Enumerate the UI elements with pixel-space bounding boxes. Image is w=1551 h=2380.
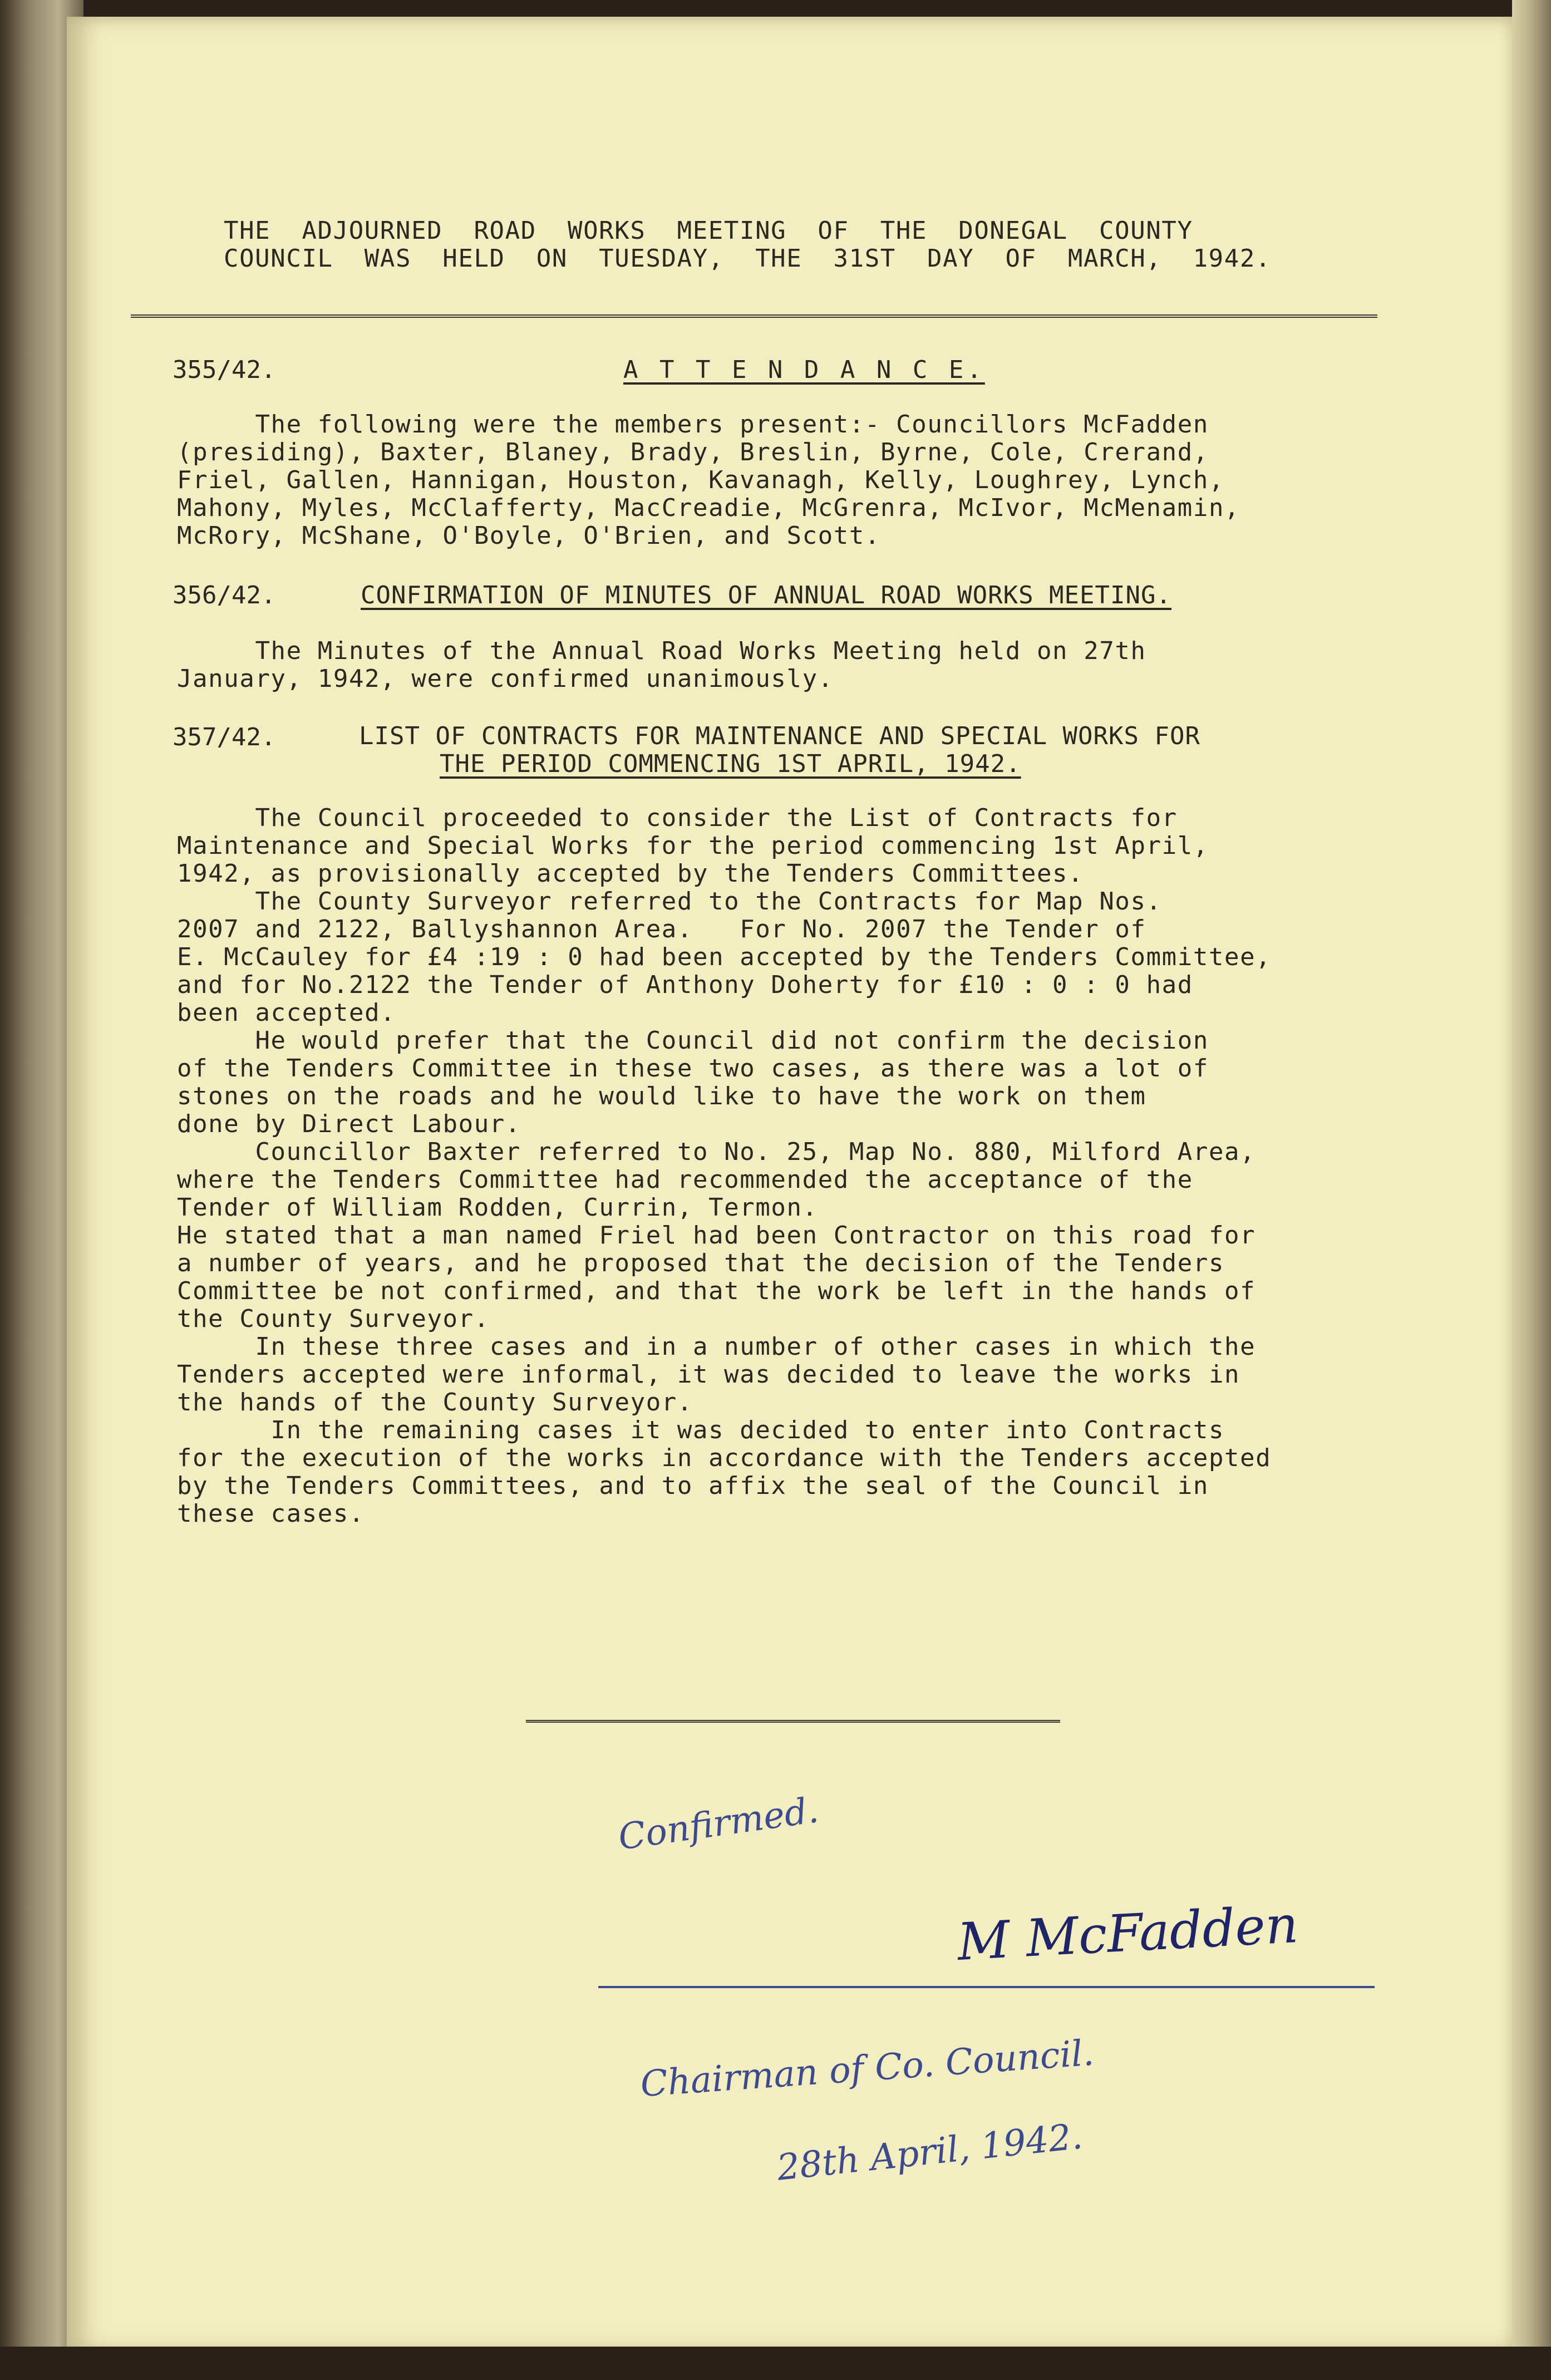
contracts-line: of the Tenders Committee in these two cases, as there was a lot of [177, 1054, 1209, 1083]
attendance-line: The following were the members present:- Councillors McFadden [177, 410, 1209, 439]
header-divider [131, 314, 1377, 318]
book-edge-bottom [0, 2347, 1551, 2380]
section-title-confirmation: CONFIRMATION OF MINUTES OF ANNUAL ROAD WORKS MEETING. [361, 581, 1171, 609]
attendance-line: Friel, Gallen, Hannigan, Houston, Kavanagh, Kelly, Loughrey, Lynch, [177, 466, 1225, 494]
contracts-line: Committee be not confirmed, and that the work be left in the hands of [177, 1277, 1256, 1305]
contracts-line: In these three cases and in a number of other cases in which the [177, 1332, 1256, 1361]
handwritten-confirmed: Confirmed. [616, 1789, 821, 1858]
signature-line [598, 1986, 1375, 1988]
contracts-line: done by Direct Labour. [177, 1110, 521, 1138]
book-edge-right [1512, 0, 1551, 2380]
section-ref-357: 357/42. [173, 723, 276, 751]
contracts-line: In the remaining cases it was decided to enter into Contracts [177, 1416, 1225, 1444]
contracts-line: Maintenance and Special Works for the period commencing 1st April, [177, 832, 1209, 860]
contracts-line: 1942, as provisionally accepted by the Tenders Committees. [177, 859, 1084, 888]
contracts-line: these cases. [177, 1499, 365, 1528]
contracts-line: The Council proceeded to consider the List of Contracts for [177, 804, 1178, 832]
section-ref-356: 356/42. [173, 581, 276, 609]
signature: M McFadden [956, 1895, 1300, 1972]
confirmation-line: January, 1942, were confirmed unanimously. [177, 665, 834, 693]
contracts-line: by the Tenders Committees, and to affix the seal of the Council in [177, 1472, 1209, 1500]
attendance-line: Mahony, Myles, McClafferty, MacCreadie, McGrenra, McIvor, McMenamin, [177, 494, 1240, 522]
contracts-line: been accepted. [177, 999, 396, 1027]
section-title-contracts-line2: THE PERIOD COMMENCING 1ST APRIL, 1942. [440, 750, 1021, 778]
contracts-line: The County Surveyor referred to the Contracts for Map Nos. [177, 887, 1162, 916]
section-ref-355: 355/42. [173, 356, 276, 384]
handwritten-role: Chairman of Co. Council. [639, 2032, 1096, 2106]
closing-divider [526, 1720, 1060, 1723]
section-title-attendance: A T T E N D A N C E. [623, 356, 985, 384]
confirmation-line: The Minutes of the Annual Road Works Meeting held on 27th [177, 637, 1146, 665]
contracts-line: a number of years, and he proposed that the decision of the Tenders [177, 1249, 1225, 1277]
contracts-line: the County Surveyor. [177, 1305, 490, 1333]
section-title-contracts-line1: LIST OF CONTRACTS FOR MAINTENANCE AND SPECIAL WORKS FOR [359, 722, 1200, 750]
contracts-line: and for No.2122 the Tender of Anthony Doherty for £10 : 0 : 0 had [177, 971, 1193, 999]
header-line-2: COUNCIL WAS HELD ON TUESDAY, THE 31ST DAY OF MARCH, 1942. [224, 244, 1272, 273]
contracts-line: stones on the roads and he would like to have the work on them [177, 1082, 1146, 1110]
contracts-line: Councillor Baxter referred to No. 25, Map No. 880, Milford Area, [177, 1138, 1256, 1166]
contracts-line: Tender of William Rodden, Currin, Termon. [177, 1193, 818, 1222]
contracts-line: where the Tenders Committee had recommended the acceptance of the [177, 1166, 1193, 1194]
attendance-line: (presiding), Baxter, Blaney, Brady, Breslin, Byrne, Cole, Crerand, [177, 438, 1209, 466]
contracts-line: E. McCauley for £4 :19 : 0 had been accepted by the Tenders Committee, [177, 943, 1272, 971]
contracts-line: the hands of the County Surveyor. [177, 1388, 693, 1417]
contracts-line: He stated that a man named Friel had been Contractor on this road for [177, 1221, 1256, 1250]
header-line-1: THE ADJOURNED ROAD WORKS MEETING OF THE DONEGAL COUNTY [224, 217, 1193, 245]
contracts-line: Tenders accepted were informal, it was decided to leave the works in [177, 1360, 1240, 1389]
handwritten-date: 28th April, 1942. [775, 2116, 1085, 2189]
contracts-line: He would prefer that the Council did not confirm the decision [177, 1026, 1209, 1055]
attendance-line: McRory, McShane, O'Boyle, O'Brien, and Scott. [177, 522, 881, 550]
contracts-line: for the execution of the works in accordance with the Tenders accepted [177, 1444, 1272, 1472]
contracts-line: 2007 and 2122, Ballyshannon Area. For No. 2007 the Tender of [177, 915, 1146, 943]
